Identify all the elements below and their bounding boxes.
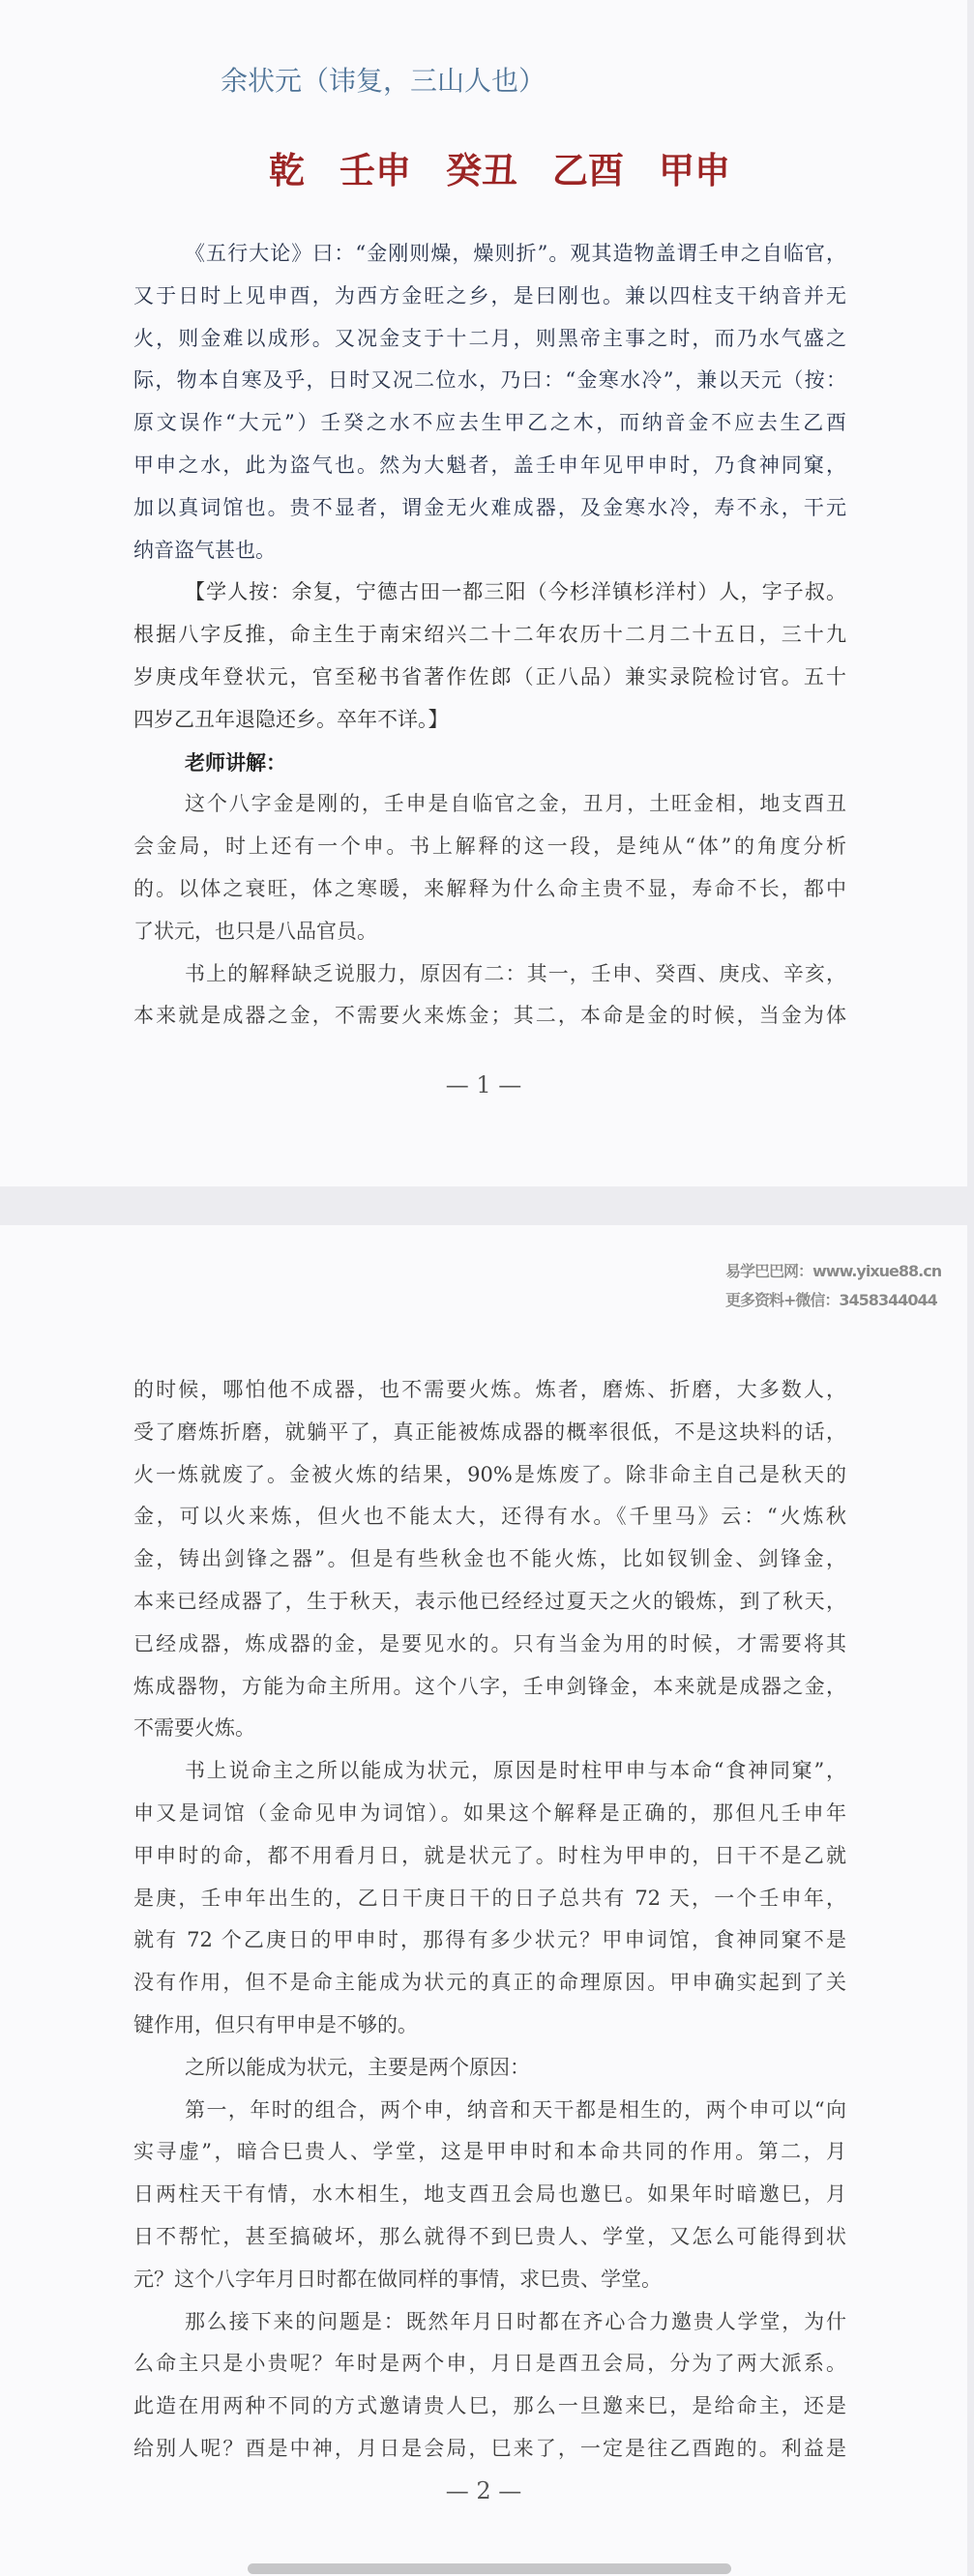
text-line: 际，物本自寒及乎，日时又况二位水，乃曰：“金寒水冷”，兼以天元（按： [133,368,846,393]
text-line: 了状元，也只是八品官员。 [133,919,377,943]
case-title: 余状元（讳复，三山人也） [221,65,546,97]
text-line: 已经成器，炼成器的金，是要见水的。只有当金为用的时候，才需要将其 [133,1631,846,1655]
text-line: 根据八字反推，命主生于南宋绍兴二十二年农历十二月二十五日，三十九 [133,623,846,647]
text-line: 金，铸出剑锋之器”。但是有些秋金也不能火炼，比如钗钏金、剑锋金， [133,1547,846,1571]
text-line: 的时候，哪怕他不成器，也不需要火炼。炼者，磨炼、折磨，大多数人， [133,1378,846,1401]
text-line: 此造在用两种不同的方式邀请贵人巳，那么一旦邀来巳，是给命主，还是 [133,2394,846,2418]
text-line: 就有 72 个乙庚日的甲申时，那得有多少状元？甲申词馆，食神同窠不是 [133,1928,846,1952]
document-page-2 [0,1225,967,2576]
bazi-year-pillar: 壬申 [339,150,411,191]
watermark [725,1257,962,1315]
text-line: 又于日时上见申酉，为西方金旺之乡，是曰刚也。兼以四柱支干纳音并无 [133,283,846,307]
text-line: 纳音盗气甚也。 [133,538,276,562]
text-line: 甲申之水，此为盗气也。然为大魁者，盖壬申年见甲申时，乃食神同窠， [133,453,846,477]
text-line: 之所以能成为状元，主要是两个原因： [185,2055,530,2079]
text-line: 么命主只是小贵呢？年时是两个申，月日是酉丑会局，分为了两大派系。 [133,2352,846,2376]
horizontal-scrollbar[interactable] [248,2563,731,2574]
text-line: 受了磨炼折磨，就躺平了，真正能被炼成器的概率很低，不是这块料的话， [133,1420,846,1444]
page-2-body-text [133,1369,846,2471]
bazi-day-pillar: 乙酉 [552,150,624,191]
text-line: 这个八字金是刚的，壬申是自临官之金，丑月，土旺金相，地支酉丑 [185,792,846,816]
text-line: 炼成器物，方能为命主所用。这个八字，壬申剑锋金，本来就是成器之金， [133,1674,846,1698]
text-line: 实寻虚”，暗合巳贵人、学堂，这是甲申时和本命共同的作用。第二，月 [133,2140,846,2164]
text-line: 四岁乙丑年退隐还乡。卒年不详。】 [133,707,449,731]
text-line: 日两柱天干有情，水木相生，地支酉丑会局也邀巳。如果年时暗邀巳，月 [133,2182,846,2207]
watermark-site: 易学巴巴网：www.yixue88.cn [725,1262,942,1280]
page-number: — 2 — [445,2477,522,2504]
text-line: 键作用，但只有甲申是不够的。 [133,2012,418,2036]
text-line: 《五行大论》曰：“金刚则燥，燥则折”。观其造物盖谓壬申之自临官， [185,242,846,265]
text-line: 本来已经成器了，生于秋天，表示他已经经过夏天之火的锻炼，到了秋天， [133,1589,846,1613]
page-number: — 1 — [445,1071,522,1098]
text-line: 那么接下来的问题是：既然年月日时都在齐心合力邀贵人学堂，为什 [185,2309,846,2333]
text-line: 火一炼就废了。金被火炼的结果，90%是炼废了。除非命主自己是秋天的 [133,1462,846,1486]
text-line: 【学人按：余复，宁德古田一都三阳（今杉洋镇杉洋村）人，字子叔。 [185,580,846,604]
text-line: 加以真词馆也。贵不显者，谓金无火难成器，及金寒水冷，寿不永，干元 [133,495,846,519]
text-line: 没有作用，但不是命主能成为状元的真正的命理原因。甲申确实起到了关 [133,1971,846,1995]
text-line: 日不帮忙，甚至搞破坏，那么就得不到巳贵人、学堂，又怎么可能得到状 [133,2224,846,2248]
text-line: 原文误作“大元”）壬癸之水不应去生甲乙之木，而纳音金不应去生乙酉 [133,411,846,435]
text-line: 会金局，时上还有一个申。书上解释的这一段，是纯从“体”的角度分析 [133,834,846,859]
text-line: 不需要火炼。 [133,1716,255,1741]
text-line: 申又是词馆（金命见申为词馆）。如果这个解释是正确的，那但凡壬申年 [133,1800,846,1825]
text-line: 第一，年时的组合，两个申，纳音和天干都是相生的，两个申可以“向 [185,2097,846,2122]
text-line: 岁庚戌年登状元，官至秘书省著作佐郎（正八品）兼实录院检讨官。五十 [133,664,846,688]
text-line: 是庚，壬申年出生的，乙日干庚日干的日子总共有 72 天，一个壬申年， [133,1886,846,1910]
text-line: 书上的解释缺乏说服力，原因有二：其一，壬申、癸酉、庚戌、辛亥， [185,961,846,985]
text-line: 火，则金难以成形。又况金支于十二月，则黑帝主事之时，而乃水气盛之 [133,326,846,350]
text-line: 金，可以火来炼，但火也不能太大，还得有水。《千里马》云：“火炼秋 [133,1505,846,1529]
page-1-body-text [133,233,846,1038]
section-heading: 老师讲解： [185,749,286,775]
bazi-pillars [269,141,765,193]
document-page-1 [0,0,967,1186]
text-line: 给别人呢？酉是中神，月日是会局，巳来了，一定是往乙酉跑的。利益是 [133,2436,846,2460]
text-line: 本来就是成器之金，不需要火来炼金；其二，本命是金的时候，当金为体 [133,1004,846,1028]
bazi-gender: 乾 [269,150,305,191]
text-line: 书上说命主之所以能成为状元，原因是时柱甲申与本命“食神同窠”， [185,1759,846,1783]
watermark-contact: 更多资料+微信：3458344044 [725,1291,937,1309]
text-line: 元？这个八字年月日时都在做同样的事情，求巳贵、学堂。 [133,2267,662,2291]
text-line: 甲申时的命，都不用看月日，就是状元了。时柱为甲申的，日干不是乙就 [133,1843,846,1867]
text-line: 的。以体之衰旺，体之寒暖，来解释为什么命主贵不显，寿命不长，都中 [133,876,846,900]
bazi-month-pillar: 癸丑 [446,150,517,191]
bazi-hour-pillar: 甲申 [659,150,730,191]
